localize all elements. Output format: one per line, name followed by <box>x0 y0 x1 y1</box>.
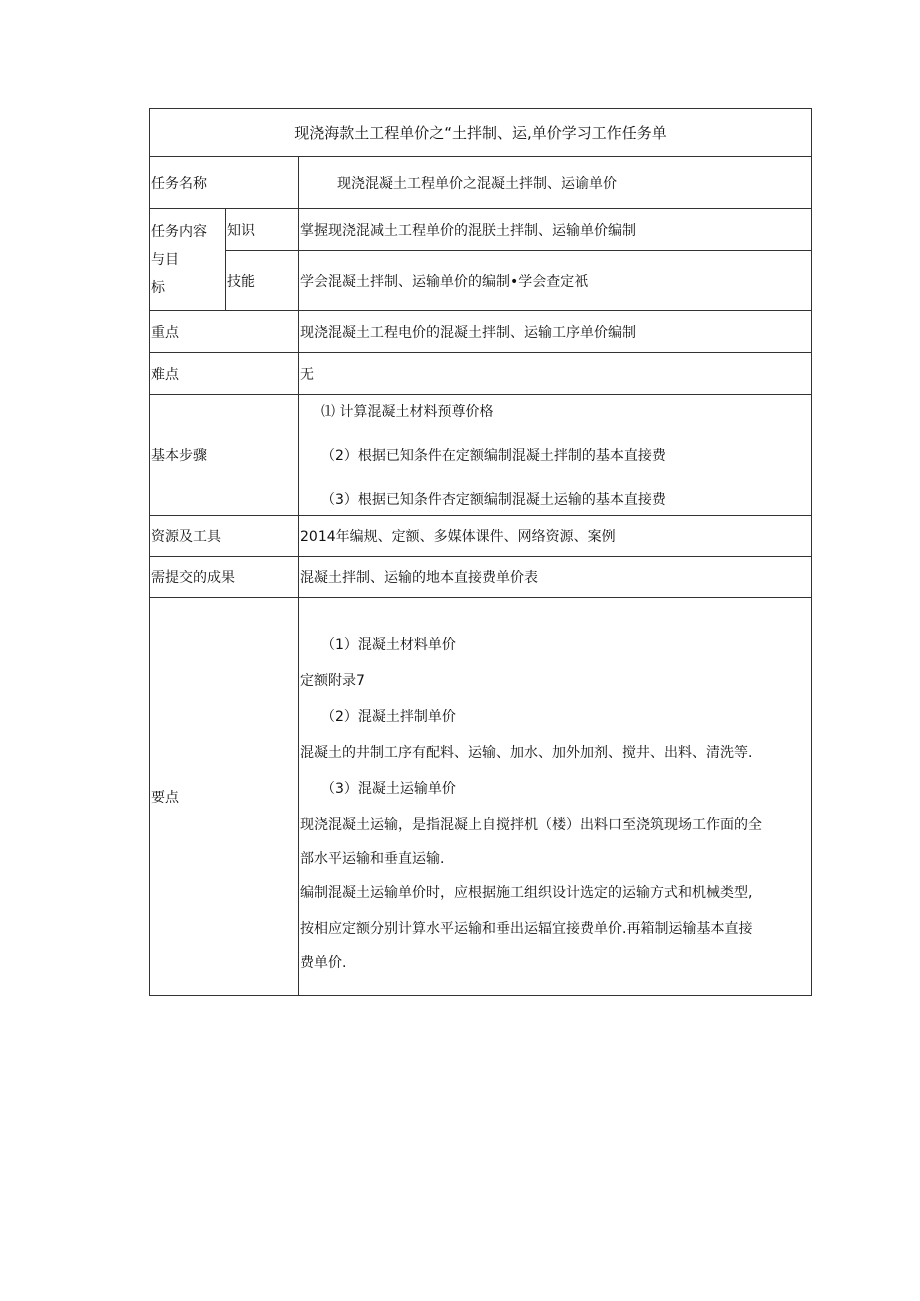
title-row <box>150 109 812 157</box>
steps-list <box>299 395 812 516</box>
difficulty-label: 难点 <box>150 353 299 395</box>
content-goal-label-line2: 与目 <box>151 251 179 268</box>
essentials-line: 定额附录7 <box>300 672 365 689</box>
essentials-line: 现浇混凝土运输，是指混凝上自搅拌机（楼）出料口至浇筑现场工作面的全 <box>300 816 762 833</box>
skill-value: 学会混凝土拌制、运输单价的编制•学会查定衹 <box>299 251 812 311</box>
knowledge-value: 掌握现浇混减土工程单价的混朕土拌制、运输单价编制 <box>299 209 812 251</box>
task-sheet <box>149 108 811 996</box>
content-goal-label-line3: 标 <box>151 279 165 296</box>
content-goal-label-line1: 任务内容 <box>151 223 207 240</box>
essentials-line: （3）混凝土运输单价 <box>321 780 456 797</box>
task-table <box>149 108 812 996</box>
key-point-row <box>150 311 812 353</box>
difficulty-value: 无 <box>299 353 812 395</box>
deliverable-label: 需提交的成果 <box>150 557 299 598</box>
task-name-label: 任务名称 <box>150 157 299 209</box>
resources-value: 2014年编规、定额、多媒体课件、网络资源、案例 <box>299 516 812 557</box>
key-point-value: 现浇混凝土工程电价的混凝土拌制、运输工序单价编制 <box>299 311 812 353</box>
essentials-row <box>150 598 812 996</box>
steps-row <box>150 395 812 516</box>
difficulty-row <box>150 353 812 395</box>
essentials-label: 要点 <box>150 598 299 996</box>
essentials-line: 编制混凝土运输单价时，应根据施工组织设计选定的运输方式和机械类型, <box>300 884 753 901</box>
skill-label: 技能 <box>226 251 299 311</box>
deliverable-value: 混凝土拌制、运输的地本直接费单价表 <box>299 557 812 598</box>
skill-row <box>150 251 812 311</box>
essentials-line: （1）混凝土材料单价 <box>321 636 456 653</box>
essentials-line: （2）混凝土拌制单价 <box>321 708 456 725</box>
task-name-value: 现浇混凝土工程单价之混凝土拌制、运谕单价 <box>299 157 812 209</box>
key-point-label: 重点 <box>150 311 299 353</box>
sheet-title: 现浇海款土工程单价之“土拌制、运,单价学习工作任务单 <box>150 109 812 157</box>
essentials-line: 按相应定额分别计算水平运输和垂出运辐宜接费单价.再箱制运输基本直接 <box>300 920 753 937</box>
essentials-line: 部水平运输和垂直运输. <box>300 850 445 867</box>
steps-label: 基本步骤 <box>150 395 299 516</box>
step-item: （3）根据已知条件杏定额编制混凝土运输的基本直接费 <box>321 492 666 508</box>
step-item: ⑴ 计算混凝土材料预尊价格 <box>321 404 494 420</box>
step-item: （2）根据已知条件在定额编制混凝土拌制的基本直接费 <box>321 448 666 464</box>
knowledge-row <box>150 209 812 251</box>
essentials-line: 混凝土的井制工序有配料、运输、加水、加外加剂、搅井、出料、清洗等. <box>300 744 753 761</box>
knowledge-label: 知识 <box>226 209 299 251</box>
task-name-row <box>150 157 812 209</box>
deliverable-row <box>150 557 812 598</box>
content-goal-label <box>150 209 226 311</box>
resources-label: 资源及工具 <box>150 516 299 557</box>
essentials-content <box>299 598 812 996</box>
resources-row <box>150 516 812 557</box>
essentials-line: 费单价. <box>300 954 347 971</box>
